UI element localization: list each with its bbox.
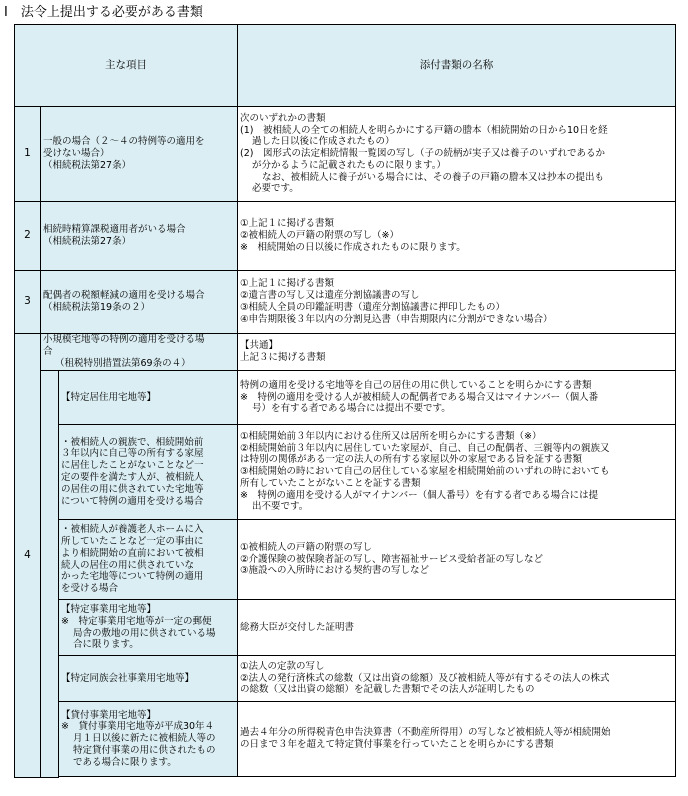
sub-item-docs: 総務大臣が交付した証明書 (238, 600, 676, 656)
row-docs: 次のいずれかの書類 (1) 被相続人の全ての相続人を明らかにする戸籍の謄本（相続開始の日から10日を経 過した日以後に作成されたもの） (2) 図形式の法定相続情報一覧図の写し（子の続柄が実子又は養子のいずれであるか が分かるように記載されたものに限ります。） なお、被相続人に養子がいる場合には、その養子の戸籍の謄本又は抄本の提出も 必要です。 (238, 107, 676, 202)
row-item: 小規模宅地等の特例の適用を受ける場 合 （租税特別措置法第69条の４） (41, 334, 238, 371)
table-row-4-business (15, 600, 676, 656)
table-row-4-nursing-home (15, 520, 676, 600)
table-row-1 (15, 107, 676, 202)
table-row-4-end (15, 777, 676, 778)
table-row-2 (15, 202, 676, 271)
section-heading: Ⅰ 法令上提出する必要がある書類 (4, 5, 203, 20)
header-main-item: 主な項目 (15, 25, 238, 107)
row-docs: ①上記１に掲げる書類 ②遺言書の写し又は遺産分割協議書の写し ③相続人全員の印鑑証明書（遺産分割協議書に押印したもの） ④申告期限後３年以内の分割見込書（申告期限内に分割ができない場合） (238, 271, 676, 334)
row-item: 一般の場合（２～４の特例等の適用を 受けない場合） （相続税法第27条） (41, 107, 238, 202)
table-row-3 (15, 271, 676, 334)
table-row-4-common (15, 334, 676, 371)
sub-item-docs: 過去４年分の所得税青色申告決算書（不動産所得用）の写しなど被相続人等が相続開始 の日まで３年を超えて特定貸付事業を行っていたことを明らかにする書類 (238, 702, 676, 777)
row-docs: ①上記１に掲げる書類 ②被相続人の戸籍の附票の写し（※） ※ 相続開始の日以後に作成されたものに限ります。 (238, 202, 676, 271)
row-item: 配偶者の税額軽減の適用を受ける場合 （相続税法第19条の２） (41, 271, 238, 334)
table-end-spacer (59, 777, 676, 778)
sub-item-label: 【特定居住用宅地等】 (59, 371, 238, 425)
sub-item-docs: ①被相続人の戸籍の附票の写し ②介護保険の被保険者証の写し、障害福祉サービス受給者証の写しなど ③施設への入所時における契約書の写しなど (238, 520, 676, 600)
table-row-4-lending (15, 702, 676, 777)
table-row-4-corporate (15, 656, 676, 702)
row-docs-common: 【共通】 上記３に掲げる書類 (238, 334, 676, 371)
sub-item-docs: ①相続開始前３年以内における住所又は居所を明らかにする書類（※） ②相続開始前３年以内に居住していた家屋が、自己、自己の配偶者、三親等内の親族又 は特別の関係がある一定の法人の所有する家屋以外の家屋である旨を証する書類 ③相続開始の時において自己の居住している家屋を相続開始前のいずれの時においても 所有していたことがないことを証する書類 ※ 特例の適用を受ける人がマイナンバー（個人番号）を有する者である場合には提 出不要です。 (238, 425, 676, 520)
sub-item-label: ・被相続人が養護老人ホームに入 所していたことなど一定の事由に より相続開始の直前において被相 続人の居住の用に供されていな かった宅地等について特例の適用 を受ける場合 (59, 520, 238, 600)
header-row (15, 25, 676, 107)
indent-spacer (41, 371, 59, 778)
table-row-4-residential (15, 371, 676, 425)
sub-item-docs: ①法人の定款の写し ②法人の発行済株式の総数（又は出資の総額）及び被相続人等が有するその法人の株式 の総数（又は出資の総額）を記載した書類でその法人が証明したもの (238, 656, 676, 702)
row-number: 3 (15, 271, 41, 334)
required-documents-table (14, 24, 676, 778)
sub-item-label: ・被相続人の親族で、相続開始前 ３年以内に自己等の所有する家屋 に居住したことがないことなど一 定の要件を満たす人が、被相続人 の居住の用に供されていた宅地等 について特例の適用を受ける場合 (59, 425, 238, 520)
header-attached-docs: 添付書類の名称 (238, 25, 676, 107)
row-number: 4 (15, 334, 41, 778)
sub-item-label: 【特定事業用宅地等】 ※ 特定事業用宅地等が一定の郵便 局舎の敷地の用に供されている場 合に限ります。 (59, 600, 238, 656)
row-number: 2 (15, 202, 41, 271)
table-row-4-non-resident-relative (15, 425, 676, 520)
sub-item-label: 【特定同族会社事業用宅地等】 (59, 656, 238, 702)
row-item: 相続時精算課税適用者がいる場合 （相続税法第27条） (41, 202, 238, 271)
sub-item-label: 【貸付事業用宅地等】 ※ 貸付事業用宅地等が平成30年４ 月１日以後に新たに被相続人等の 特定貸付事業の用に供されたもの である場合に限ります。 (59, 702, 238, 777)
row-number: 1 (15, 107, 41, 202)
sub-item-docs: 特例の適用を受ける宅地等を自己の居住の用に供していることを明らかにする書類 ※ 特例の適用を受ける人が被相続人の配偶者である場合又はマイナンバー（個人番 号）を有する者である場合には提出不要です。 (238, 371, 676, 425)
